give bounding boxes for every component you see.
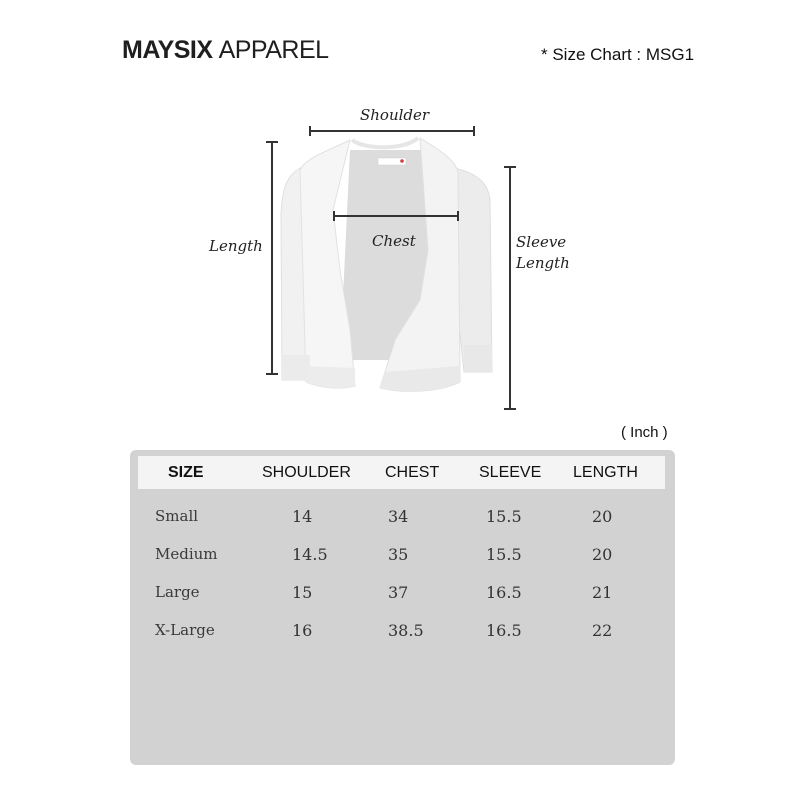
sleeve-length-label [516,232,570,274]
table-row [130,621,675,651]
length-cell: 21 [592,583,613,602]
table-row [130,583,675,613]
length-cell: 22 [592,621,613,640]
size-cell: Medium [155,545,218,563]
table-header [138,456,665,489]
header-chest: CHEST [385,464,440,481]
shoulder-cell: 14 [292,507,313,526]
size-cell: X-Large [155,621,215,639]
chest-cell: 37 [388,583,409,602]
header-length: LENGTH [573,464,638,481]
table-row [130,545,675,575]
sleeve-cell: 16.5 [486,621,522,640]
shoulder-label: Shoulder [360,106,430,124]
size-table [130,450,675,765]
length-label: Length [209,237,263,255]
chest-cell: 35 [388,545,409,564]
size-cell: Small [155,507,199,525]
sleeve-cell: 16.5 [486,583,522,602]
length-cell: 20 [592,545,613,564]
length-cell: 20 [592,507,613,526]
shoulder-cell: 14.5 [292,545,328,564]
unit-label: ( Inch ) [621,424,668,441]
header-shoulder: SHOULDER [262,464,351,481]
shoulder-cell: 15 [292,583,313,602]
size-chart-code: * Size Chart : MSG1 [541,45,695,64]
chest-cell: 34 [388,507,409,526]
brand-name-regular: APPAREL [218,36,329,64]
sleeve-label-line2: Length [516,254,570,272]
sleeve-label-line1: Sleeve [516,233,567,251]
chest-cell: 38.5 [388,621,424,640]
header-size: SIZE [168,464,204,481]
size-cell: Large [155,583,200,601]
sleeve-cell: 15.5 [486,507,522,526]
header-sleeve: SLEEVE [479,464,542,481]
table-row [130,507,675,537]
sleeve-cell: 15.5 [486,545,522,564]
chest-label: Chest [372,232,416,250]
shoulder-cell: 16 [292,621,313,640]
brand-name-bold: MAYSIX [122,36,213,64]
